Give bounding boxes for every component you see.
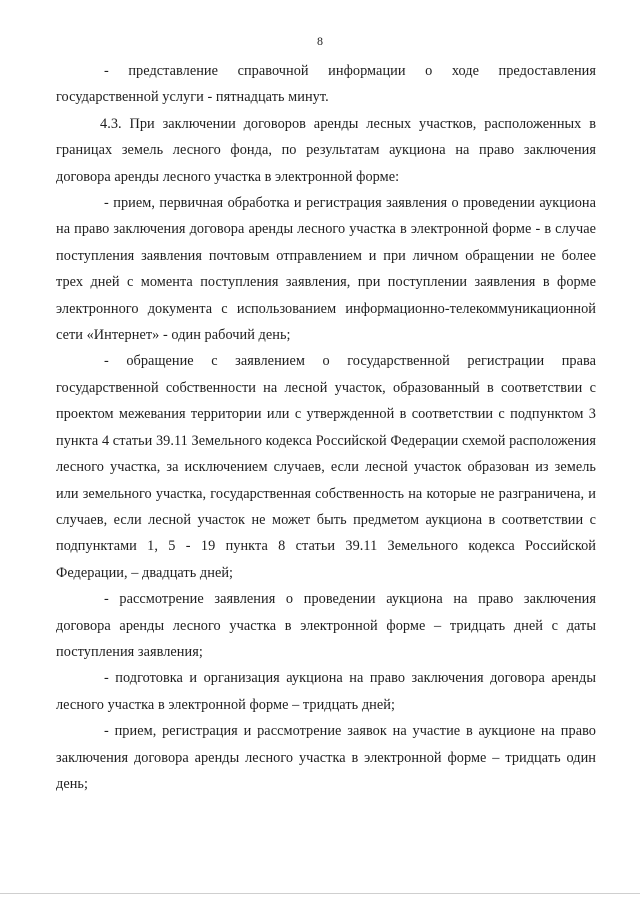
paragraph-auction-preparation: - подготовка и организация аукциона на право заключения договора аренды лесного участка в электронной форме – тридцать дней; — [56, 670, 596, 713]
paragraph-application-review: - рассмотрение заявления о проведении аукциона на право заключения договора аренды лесного участка в электронной форме – тридцать дней с даты поступления заявления; — [56, 591, 596, 660]
paragraph-state-registration: - обращение с заявлением о государственной регистрации права государственной собственности на лесной участок, образованный в соответствии с проектом межевания территории или с утвержденной в соответствии с подпунктом 3 пункта 4 статьи 39.11 Земельного кодекса Российской Федерации схемой расположения лесного участка, за исключением случаев, если лесной участок образован из земель или земельного участка, государственная собственность на которые не разграничена, и случаев, если лесной участок не может быть предметом аукциона в соответствии с подпунктами 1, 5 - 19 пункта 8 статьи 39.11 Земельного кодекса Российской Федерации, – двадцать дней; — [56, 353, 596, 581]
paragraph-application-intake: - прием, первичная обработка и регистрация заявления о проведении аукциона на право заключения договора аренды лесного участка в электронной форме - в случае поступления заявления почтовым отправлением и при личном обращении не более трех дней с момента поступления заявления, при поступлении заявления в форме электронного документа с использованием информационно-телекоммуникационной сети «Интернет» - один рабочий день; — [56, 195, 596, 344]
page-number: 8 — [317, 34, 323, 48]
paragraph-section-4-3: 4.3. При заключении договоров аренды лесных участков, расположенных в границах земель лесного фонда, по результатам аукциона на право заключения договора аренды лесного участка в электронной форме: — [56, 115, 596, 185]
paragraph-bid-registration: - прием, регистрация и рассмотрение заявок на участие в аукционе на право заключения договора аренды лесного участка в электронной форме – тридцать один день; — [56, 723, 596, 792]
document-body — [56, 58, 596, 797]
paragraph-reference-info-time: - представление справочной информации о ходе предоставления государственной услуги - пятнадцать минут. — [56, 63, 596, 106]
page-bottom-edge — [0, 893, 640, 894]
